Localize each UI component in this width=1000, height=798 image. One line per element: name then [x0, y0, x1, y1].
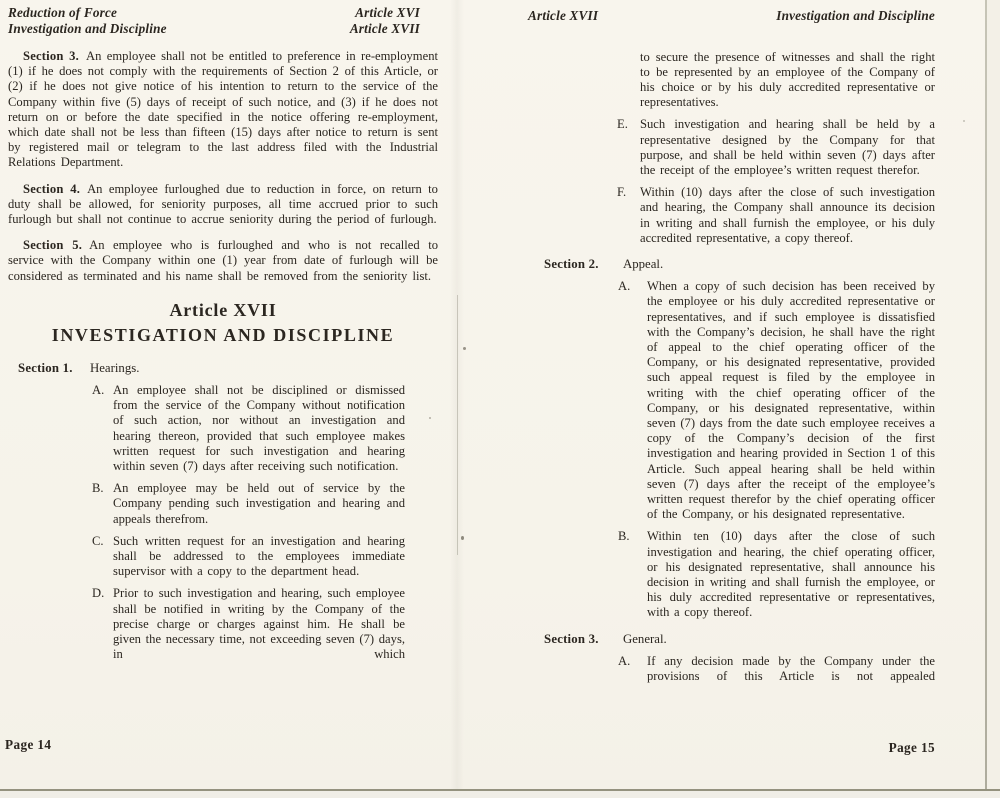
list-item-letter: B.: [618, 529, 630, 544]
article-heading: [8, 300, 438, 346]
section-heading-title: Hearings.: [90, 360, 140, 375]
list-item-text: When a copy of such decision has been received by the employee or his duly accredited representative or representatives, and if such employee is dissatisfied with the Company’s decision, he shall have the right of appeal to the chief operating officer of the Company, or his designated representative, provided such appeal request is filed by the employee in writing with the chief operating officer of the Company, or his designated representative, within seven (7) days from the date such employee receives a copy of the Company’s decision of the first investigation and hearing provided in Section 1 of this Article. Such appeal hearing shall be held within seven (7) days after the receipt of the employee’s written request therefor by the chief operating officer of the Company, or his designated representative.: [647, 279, 935, 522]
running-title-line: Investigation and Discipline: [8, 20, 167, 36]
section-heading-row: [460, 257, 935, 272]
page-left: [5, 5, 438, 752]
list-item-letter: A.: [618, 279, 631, 294]
gutter-crease-line: [457, 295, 458, 555]
scan-speck: [463, 347, 466, 350]
list-item-text: If any decision made by the Company under the provisions of this Article is not appealed: [647, 653, 935, 684]
running-header-articles: [350, 5, 420, 36]
page-right: [460, 8, 991, 755]
list-item-text: Such investigation and hearing shall be held by a representative designed by the Company for that purpose, and shall be held within seven (7) days after the receipt of the employee’s written request therefor.: [640, 117, 935, 177]
page-number-left: Page 14: [5, 737, 52, 752]
scan-speck: [429, 417, 431, 419]
section-label: Section 4.: [23, 181, 81, 196]
section-heading-row: [460, 632, 935, 647]
list-item: [92, 481, 405, 527]
list-item-text: Within (10) days after the close of such investigation and hearing, the Company shall announce its decision in writing and shall furnish the employee, or his duly accredited representative, a copy thereof.: [640, 185, 935, 245]
list-item: [617, 117, 935, 178]
section-heading-row: [18, 361, 438, 376]
section-heading-title: General.: [623, 631, 667, 646]
list-item: [618, 654, 935, 684]
page-right-edge-line: [985, 0, 987, 790]
list-item-text: An employee may be held out of service by the Company pending such investigation and hearing and appeals therefrom.: [113, 481, 405, 526]
section-label: Section 3.: [23, 49, 80, 63]
running-header-titles: [8, 5, 167, 36]
article-label-line: Article XVII: [349, 20, 420, 36]
scan-speck: [461, 536, 464, 540]
list-item-text: Within ten (10) days after the close of such investigation and hearing, the chief operating officer, or his designated representative, shall announce his decision in writing and shall furnish the employee, or his duly accredited representative or representatives, with a copy thereof.: [647, 529, 935, 620]
list-item: [92, 586, 405, 662]
list-item: [92, 534, 405, 580]
list-item: [617, 185, 935, 246]
section-heading-label: Section 3.: [544, 631, 599, 646]
section-heading-label: Section 2.: [544, 256, 599, 271]
list-item: [92, 383, 405, 474]
running-title-line: Reduction of Force: [8, 5, 118, 20]
page-bottom-edge: [0, 789, 1000, 798]
list-item-text: Prior to such investigation and hearing, such employee shall be notified in writing by the Company of the precise charge or charges against him. He shall be given the necessary time, not exceeding seven (7) days, in which: [113, 586, 405, 662]
continuation-paragraph: to secure the presence of witnesses and shall the right to be represented by an employee of the Company of his choice or by his duly accredited representative or representatives.: [640, 49, 935, 110]
article-label-line: Article XVI: [355, 5, 420, 20]
page-right-margin: [987, 0, 1000, 790]
section-paragraph: [8, 182, 438, 228]
article-heading-subtitle: INVESTIGATION AND DISCIPLINE: [51, 324, 395, 345]
running-title-line: Investigation and Discipline: [776, 8, 935, 23]
scan-speck: [963, 120, 965, 122]
running-header-left: [8, 5, 438, 36]
running-header-right: [460, 8, 935, 24]
list-item-letter: B.: [92, 481, 104, 496]
section-heading-title: Appeal.: [623, 256, 664, 271]
list-item-letter: A.: [618, 653, 631, 668]
paragraph-text: An employee who is furloughed and who is not recalled to service with the Company within one (1) year from date of furlough will be considered as terminated and his name shall be removed from the seniority list.: [8, 238, 438, 283]
list-item: [618, 529, 935, 620]
list-item-letter: A.: [92, 383, 105, 398]
section-paragraph: [8, 49, 438, 171]
list-item-text: Such written request for an investigation and hearing shall be addressed to the employees immediate supervisor with a copy to the department head.: [113, 533, 405, 579]
section-paragraph: [8, 238, 438, 284]
section-heading-label: Section 1.: [18, 360, 73, 375]
article-heading-title: Article XVII: [169, 299, 277, 320]
article-label-line: Article XVII: [528, 8, 599, 23]
list-item-letter: C.: [92, 533, 104, 548]
list-item-letter: E.: [617, 117, 628, 132]
page-number-right: Page 15: [888, 740, 935, 755]
list-item: [618, 279, 935, 522]
paragraph-text: An employee shall not be entitled to preference in re-employment (1) if he does not comply with the requirements of Section 2 of this Article, or (2) if he does not give notice of his intention to return to the service of the Company within five (5) days of receipt of such notice, and (3) if he does not return on or before the date specified in the notice offering re-employment, which date shall not be less than fifteen (15) days after notice to return is sent by registered mail or telegram to the last address filed with the Industrial Relations Department.: [8, 49, 438, 170]
list-item-letter: F.: [617, 185, 627, 200]
section-label: Section 5.: [23, 238, 83, 253]
paragraph-text: An employee furloughed due to reduction in force, on return to duty shall be allowed, for seniority purposes, all time accrued prior to such furlough but shall not continue to accrue seniority during the period of furlough.: [8, 181, 438, 227]
list-item-text: An employee shall not be disciplined or dismissed from the service of the Company without notification of such action, nor without an investigation and hearing thereon, provided that such employee makes written request for such investigation and hearing within seven (7) days after receiving such notification.: [113, 383, 405, 474]
list-item-letter: D.: [92, 586, 105, 601]
